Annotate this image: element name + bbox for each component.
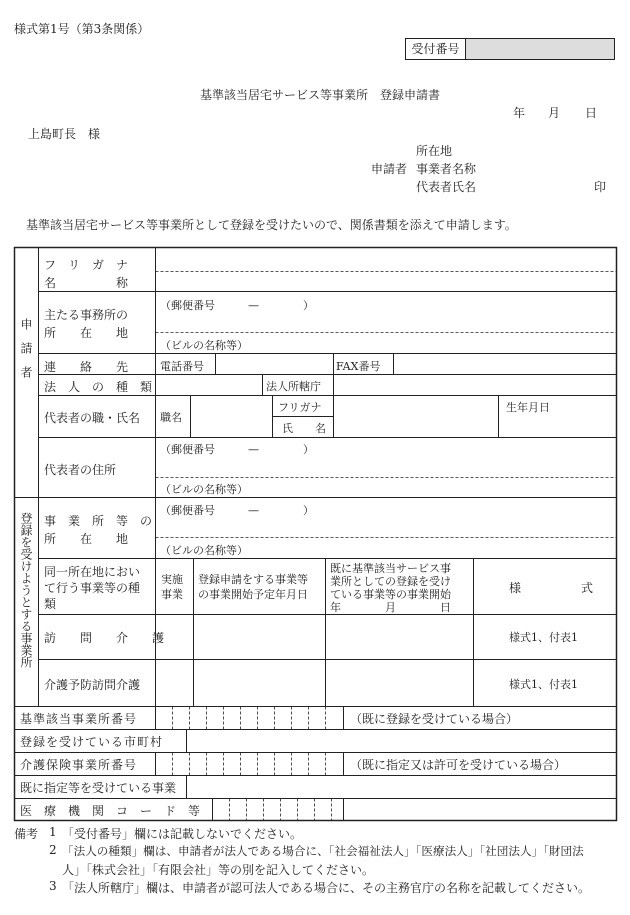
receipt-label: 受付番号	[406, 39, 466, 59]
start-date-label-2: の事業開始予定年月日	[198, 588, 308, 601]
furigana-short-label: フリガナ	[278, 401, 322, 414]
office-location-label-2: 所 在 地	[44, 532, 129, 546]
note-1: 「受付番号」欄には記載しないでください。	[62, 827, 303, 841]
prev-home-care-label: 介護予防訪問介護	[44, 678, 141, 692]
rep-title-name-label: 代表者の職・氏名	[44, 411, 141, 425]
page-title: 基準該当居宅サービス等事業所 登録申請書	[200, 88, 441, 102]
ins-office-note: （既に指定又は許可を受けている場合）	[350, 758, 567, 772]
phone-label: 電話番号	[160, 360, 204, 373]
date-year: 年	[513, 106, 526, 120]
note-1-number: 1	[49, 825, 57, 839]
applicant-location-label: 所在地	[416, 144, 453, 158]
contact-label: 連 絡 先	[44, 360, 129, 374]
std-office-note: （既に登録を受けている場合）	[350, 712, 519, 726]
representative-label: 代表者氏名	[416, 180, 477, 194]
note-2b: 人」「株式会社」「有限会社」等の別を記入してください。	[62, 863, 375, 877]
notes-label: 備考	[14, 827, 39, 841]
office-location-label-1: 事 業 所 等 の	[44, 514, 153, 528]
prev-home-care-format: 様式1、付表1	[509, 678, 578, 691]
note-2a: 「法人の種類」欄は、申請者が法人である場合に、「社会福祉法人」「医療法人」「社団法人」「財団法	[62, 844, 584, 858]
note-3: 「法人所轄庁」欄は、申請者が認可法人である場合に、その主務官庁の名称を記載してください。	[62, 881, 591, 895]
intro-text: 基準該当居宅サービス等事業所として登録を受けたいので、関係書類を添えて申請します。	[26, 218, 517, 232]
ins-office-number-label: 介護保険事業所番号	[20, 758, 138, 772]
home-care-label: 訪 問 介 護	[44, 631, 165, 645]
note-3-number: 3	[49, 879, 57, 893]
medical-code-label: 医 療 機 関 コ ー ド 等	[20, 804, 201, 818]
implemented-label-1: 実施	[161, 573, 183, 586]
date-month: 月	[548, 106, 561, 120]
corp-authority-label: 法人所轄庁	[266, 380, 321, 393]
start-date-label-1: 登録申請をする事業等	[198, 573, 308, 586]
same-location-label-2: て行う事業等の種	[44, 581, 141, 595]
main-office-label-2: 所 在 地	[44, 326, 129, 340]
birthdate-label: 生年月日	[506, 401, 550, 414]
rep-address-building: （ビルの名称等）	[160, 483, 248, 496]
rep-address-label: 代表者の住所	[44, 463, 117, 477]
registered-label-2: 業所としての登録を受け	[330, 575, 451, 588]
implemented-label-2: 事業	[161, 588, 183, 601]
corp-type-label: 法 人 の 種 類	[44, 380, 153, 394]
business-name-label: 事業者名称	[416, 162, 477, 176]
section-office-label: 登録を受けようとする事業所	[19, 512, 33, 668]
registered-label-1: 既に基準該当サービス事	[330, 562, 451, 575]
main-office-postal: （郵便番号 — ）	[160, 299, 314, 312]
fax-label: FAX番号	[336, 360, 381, 373]
section-applicant-label: 申請者	[19, 318, 33, 390]
office-building: （ビルの名称等）	[160, 544, 248, 557]
main-office-label-1: 主たる事務所の	[44, 308, 129, 322]
registered-ymd-label: 年 月 日	[330, 601, 451, 614]
same-location-label-1: 同一所在地におい	[44, 565, 141, 579]
rep-address-postal: （郵便番号 — ）	[160, 443, 314, 456]
furigana-label: フ リ ガ ナ	[44, 258, 129, 272]
same-location-label-3: 類	[44, 597, 57, 611]
name-label: 名 称	[44, 276, 129, 290]
office-postal: （郵便番号 — ）	[160, 504, 314, 517]
std-office-number-label: 基準該当事業所番号	[20, 712, 138, 726]
job-title-label: 職名	[160, 411, 182, 424]
seal-label: 印	[594, 180, 607, 194]
designated-business-label: 既に指定等を受けている事業	[20, 781, 177, 795]
home-care-format: 様式1、付表1	[509, 631, 578, 644]
format-header: 様 式	[509, 581, 594, 595]
form-number: 様式第1号（第3条関係）	[14, 22, 150, 36]
date-day: 日	[585, 106, 598, 120]
note-2-number: 2	[49, 843, 57, 857]
registered-label-3: ている事業等の事業開始	[330, 588, 451, 601]
applicant-role-label: 申請者	[371, 162, 408, 176]
registered-city-label: 登録を受けている市町村	[20, 735, 164, 749]
person-name-label: 氏 名	[282, 422, 326, 435]
addressee: 上島町長 様	[28, 127, 101, 141]
main-office-building: （ビルの名称等）	[160, 339, 248, 352]
